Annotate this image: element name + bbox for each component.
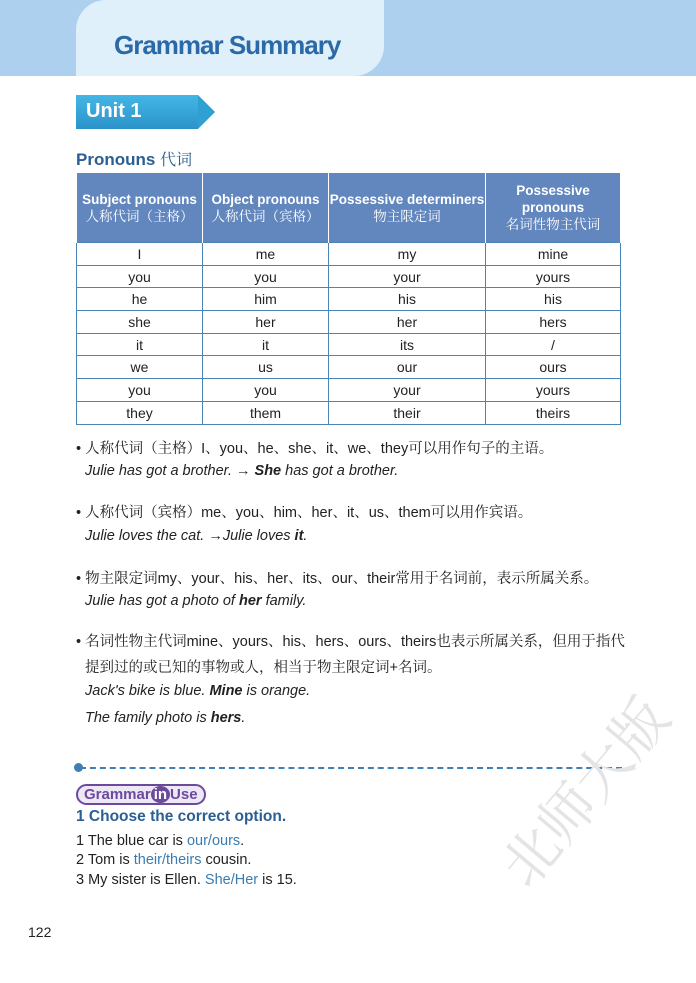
table-cell: they — [77, 401, 203, 424]
table-cell: their — [329, 401, 486, 424]
table-cell: yours — [486, 265, 621, 288]
table-cell: your — [329, 265, 486, 288]
table-cell: his — [329, 288, 486, 311]
table-row — [77, 379, 621, 402]
table-cell: my — [329, 243, 486, 266]
table-cell: we — [77, 356, 203, 379]
table-cell: hers — [486, 311, 621, 334]
table-cell: them — [203, 401, 329, 424]
table-row — [77, 243, 621, 266]
section-title: Pronouns 代词 — [76, 150, 193, 169]
example: The family photo is hers. — [85, 710, 246, 726]
table-cell: her — [203, 311, 329, 334]
table-cell: you — [77, 265, 203, 288]
note: • 人称代词（主格）I、you、he、she、it、we、they可以用作句子的主语。 — [76, 441, 554, 457]
unit-label: Unit 1 — [76, 95, 198, 129]
table-cell: I — [77, 243, 203, 266]
exercise-item: 1 The blue car is our/ours. — [76, 833, 245, 849]
table-cell: you — [203, 265, 329, 288]
table-cell: you — [77, 379, 203, 402]
table-cell: his — [486, 288, 621, 311]
watermark: 北师大版 — [489, 686, 683, 900]
table-cell: your — [329, 379, 486, 402]
page-title: Grammar Summary — [114, 30, 341, 60]
example: Julie has got a brother. → She has got a brother. — [85, 463, 399, 479]
table-cell: me — [203, 243, 329, 266]
exercise-item: 3 My sister is Ellen. She/Her is 15. — [76, 872, 297, 888]
note: • 名词性物主代词mine、yours、his、hers、ours、theirs也表示所属关系，但用于指代 — [76, 634, 625, 650]
table-row — [77, 288, 621, 311]
example: Julie has got a photo of her family. — [85, 593, 307, 609]
table-header: Subject pronouns 人称代词（主格） — [77, 173, 203, 243]
table-cell: yours — [486, 379, 621, 402]
table-cell: him — [203, 288, 329, 311]
table-row — [77, 356, 621, 379]
pronouns-table — [76, 172, 621, 425]
dashed-divider — [80, 767, 622, 769]
table-row — [77, 265, 621, 288]
table-row — [77, 401, 621, 424]
table-cell: our — [329, 356, 486, 379]
example: Jack's bike is blue. Mine is orange. — [85, 683, 311, 699]
table-cell: you — [203, 379, 329, 402]
table-cell: / — [486, 333, 621, 356]
table-cell: us — [203, 356, 329, 379]
note: • 人称代词（宾格）me、you、him、her、it、us、them可以用作宾语。 — [76, 505, 533, 521]
exercise-item: 2 Tom is their/theirs cousin. — [76, 852, 252, 868]
table-cell: theirs — [486, 401, 621, 424]
table-row — [77, 311, 621, 334]
table-cell: he — [77, 288, 203, 311]
table-cell: mine — [486, 243, 621, 266]
table-cell: it — [77, 333, 203, 356]
note-continued: 提到过的或已知的事物或人，相当于物主限定词+名词。 — [85, 660, 442, 676]
table-cell: its — [329, 333, 486, 356]
table-header: Possessive determiners 物主限定词 — [329, 173, 486, 243]
table-header: Possessive pronouns 名词性物主代词 — [486, 173, 621, 243]
table-cell: her — [329, 311, 486, 334]
table-cell: ours — [486, 356, 621, 379]
note: • 物主限定词my、your、his、her、its、our、their常用于名词前，表示所属关系。 — [76, 571, 599, 587]
example: Julie loves the cat. →Julie loves it. — [85, 528, 308, 544]
exercise-instruction: 1 Choose the correct option. — [76, 808, 287, 825]
table-header: Object pronouns 人称代词（宾格） — [203, 173, 329, 243]
table-row — [77, 333, 621, 356]
table-cell: she — [77, 311, 203, 334]
page-number: 122 — [28, 924, 52, 940]
grammar-in-use-logo: Grammar in Use — [76, 784, 206, 805]
table-cell: it — [203, 333, 329, 356]
